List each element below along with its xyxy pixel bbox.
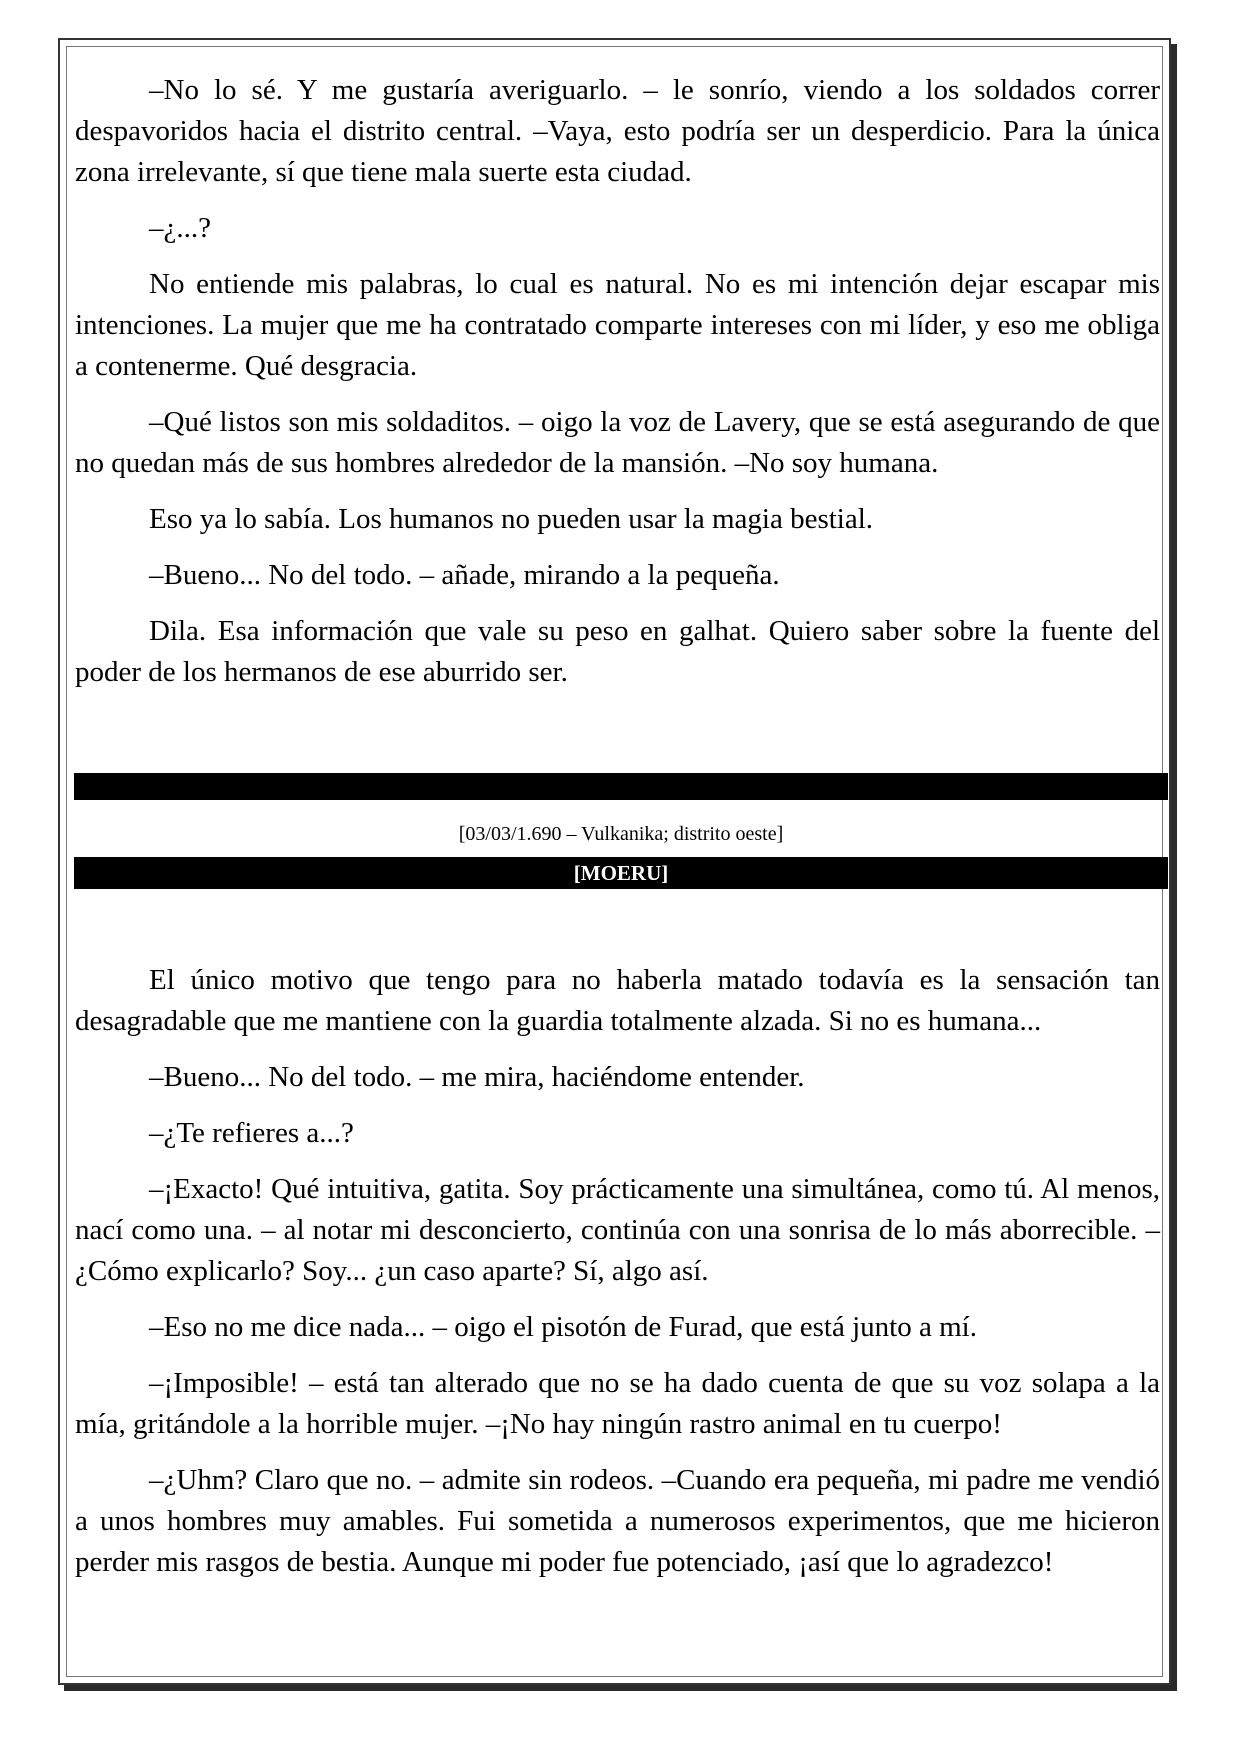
text-block-part2 <box>75 960 1160 1598</box>
paragraph: –¿Te refieres a...? <box>149 1117 354 1149</box>
paragraph: –¿Uhm? Claro que no. – admite sin rodeos. –Cuando era pequeña, mi padre me vendió a unos hombres muy amables. Fui sometida a numerosos experimentos, que me hicieron perder mis rasgos de bestia. Aunque mi poder fue potenciado, ¡así que lo agradezco! <box>75 1464 1160 1578</box>
paragraph: Dila. Esa información que vale su peso en galhat. Quiero saber sobre la fuente del poder de los hermanos de ese aburrido ser. <box>75 615 1160 688</box>
paragraph: –No lo sé. Y me gustaría averiguarlo. – le sonrío, viendo a los soldados correr despavoridos hacia el distrito central. –Vaya, esto podría ser un desperdicio. Para la única zona irrelevante, sí que tiene mala suerte esta ciudad. <box>75 74 1160 188</box>
paragraph: –¡Exacto! Qué intuitiva, gatita. Soy prácticamente una simultánea, como tú. Al menos, nací como una. – al notar mi desconcierto, continúa con una sonrisa de lo más aborrecible. –¿Cómo explicarlo? Soy... ¿un caso aparte? Sí, algo así. <box>75 1173 1160 1287</box>
section-dateline: [03/03/1.690 – Vulkanika; distrito oeste] <box>458 823 784 845</box>
paragraph: –¡Imposible! – está tan alterado que no se ha dado cuenta de que su voz solapa a la mía, gritándole a la horrible mujer. –¡No hay ningún rastro animal en tu cuerpo! <box>75 1367 1160 1440</box>
section-header <box>74 773 1168 889</box>
paragraph: No entiende mis palabras, lo cual es natural. No es mi intención dejar escapar mis intenciones. La mujer que me ha contratado comparte intereses con mi líder, y eso me obliga a contenerme. Qué desgracia. <box>75 268 1160 382</box>
paragraph: –Bueno... No del todo. – añade, mirando a la pequeña. <box>149 559 780 591</box>
narrator-label: [MOERU] <box>74 857 1168 889</box>
paragraph: –Bueno... No del todo. – me mira, haciéndome entender. <box>149 1061 805 1093</box>
paragraph: –Eso no me dice nada... – oigo el pisotón de Furad, que está junto a mí. <box>149 1311 977 1343</box>
text-block-part1 <box>75 70 1160 708</box>
paragraph: –Qué listos son mis soldaditos. – oigo la voz de Lavery, que se está asegurando de que no quedan más de sus hombres alrededor de la mansión. –No soy humana. <box>75 406 1160 479</box>
paragraph: –¿...? <box>149 212 211 244</box>
paragraph: Eso ya lo sabía. Los humanos no pueden usar la magia bestial. <box>149 503 874 535</box>
section-divider-bar <box>74 773 1168 800</box>
paragraph: El único motivo que tengo para no haberla matado todavía es la sensación tan desagradable que me mantiene con la guardia totalmente alzada. Si no es humana... <box>75 964 1160 1037</box>
